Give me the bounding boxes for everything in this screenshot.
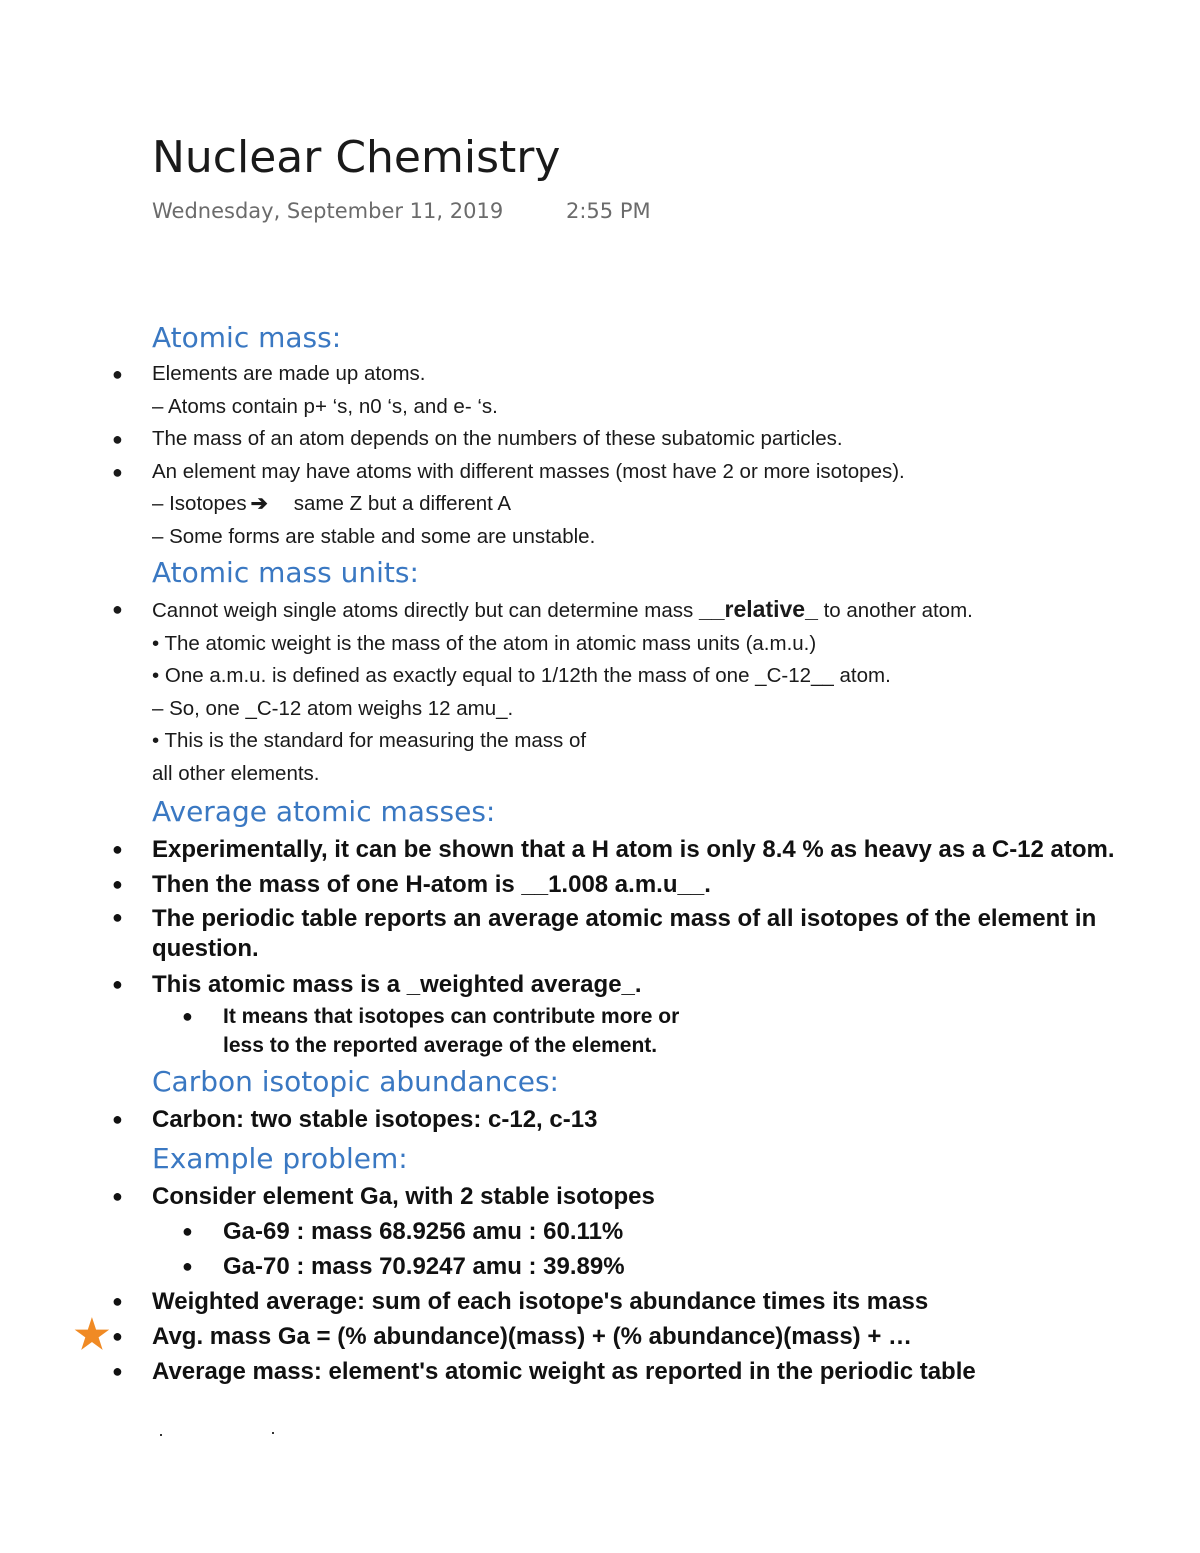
bullet-icon: ● [112, 907, 123, 927]
heading-atomic-mass: Atomic mass: [152, 321, 342, 354]
list-item: ● The mass of an atom depends on the numbers of these subatomic particles. [0, 423, 1200, 456]
note-body [0, 318, 1200, 1389]
list-item: – Some forms are stable and some are unstable. [152, 524, 596, 548]
ink-dot [272, 1432, 274, 1434]
ink-dots [160, 1430, 280, 1438]
list-item: less to the reported average of the element. [223, 1034, 658, 1057]
note-date: Wednesday, September 11, 2019 [152, 199, 504, 223]
list-item: ● Then the mass of one H-atom is __1.008 a.m.u__. [0, 867, 1200, 902]
list-item: ● Average mass: element's atomic weight as reported in the periodic table [0, 1354, 1200, 1389]
list-item: ● Ga-70 : mass 70.9247 amu : 39.89% [0, 1249, 1200, 1284]
heading-example-problem: Example problem: [152, 1142, 408, 1175]
list-item: all other elements. [152, 761, 320, 785]
list-item: ● Consider element Ga, with 2 stable isotopes [0, 1179, 1200, 1214]
list-item: – Isotopes ➔ same Z but a different A [152, 492, 512, 515]
bold-term: __relative_ [698, 596, 818, 622]
list-item: ★ ● Avg. mass Ga = (% abundance)(mass) + (% abundance)(mass) + … [74, 1313, 913, 1357]
list-item: ● Ga-69 : mass 68.9256 amu : 60.11% [0, 1214, 1200, 1249]
ink-dot [160, 1434, 162, 1436]
list-item: ● Experimentally, it can be shown that a H atom is only 8.4 % as heavy as a C-12 atom. [0, 832, 1200, 867]
list-item: ● Carbon: two stable isotopes: c-12, c-13 [0, 1102, 1200, 1137]
arrow-right-icon: ➔ [250, 492, 268, 515]
bullet-icon: ● [112, 1186, 123, 1206]
heading-carbon-isotopic-abundances: Carbon isotopic abundances: [152, 1065, 559, 1098]
bullet-icon: ● [112, 874, 123, 894]
bullet-icon: ● [112, 1291, 123, 1311]
heading-average-atomic-masses: Average atomic masses: [152, 795, 496, 828]
bullet-icon: ● [112, 1326, 123, 1346]
list-item: ● An element may have atoms with different masses (most have 2 or more isotopes). [0, 456, 1200, 489]
bullet-icon: ● [112, 364, 123, 384]
bullet-icon: ● [112, 974, 123, 994]
list-item: – Atoms contain p+ ‘s, n0 ‘s, and e- ‘s. [152, 394, 498, 418]
list-item: ● This atomic mass is a _weighted average_. [0, 967, 1200, 1002]
bullet-icon: ● [182, 1256, 193, 1276]
list-item: • The atomic weight is the mass of the atom in atomic mass units (a.m.u.) [152, 631, 817, 655]
list-item: ● It means that isotopes can contribute more or [0, 1002, 1200, 1031]
bullet-icon: ● [182, 1006, 193, 1026]
list-item: ● Cannot weigh single atoms directly but can determine mass __relative_ to another atom. [0, 593, 1200, 628]
bullet-icon: ● [112, 599, 123, 619]
bullet-icon: ● [182, 1221, 193, 1241]
note-timestamp [152, 199, 651, 223]
bullet-icon: ● [112, 461, 123, 482]
bullet-icon: ● [112, 429, 123, 449]
list-item: ● Elements are made up atoms. [0, 358, 1200, 391]
bullet-icon: ● [112, 839, 123, 859]
list-item: • This is the standard for measuring the mass of [152, 729, 587, 752]
star-icon: ★ [74, 1313, 110, 1357]
list-item: – So, one _C-12 atom weighs 12 amu_. [152, 696, 514, 720]
list-item: • One a.m.u. is defined as exactly equal to 1/12th the mass of one _C-12__ atom. [152, 664, 891, 687]
heading-atomic-mass-units: Atomic mass units: [152, 556, 419, 589]
list-item: ● The periodic table reports an average atomic mass of all isotopes of the element in question. [0, 902, 1192, 967]
note-time: 2:55 PM [566, 199, 651, 223]
list-item: ● Weighted average: sum of each isotope's abundance times its mass [0, 1284, 1200, 1319]
bullet-icon: ● [112, 1109, 123, 1129]
page-title: Nuclear Chemistry [152, 132, 561, 183]
bullet-icon: ● [112, 1361, 123, 1381]
